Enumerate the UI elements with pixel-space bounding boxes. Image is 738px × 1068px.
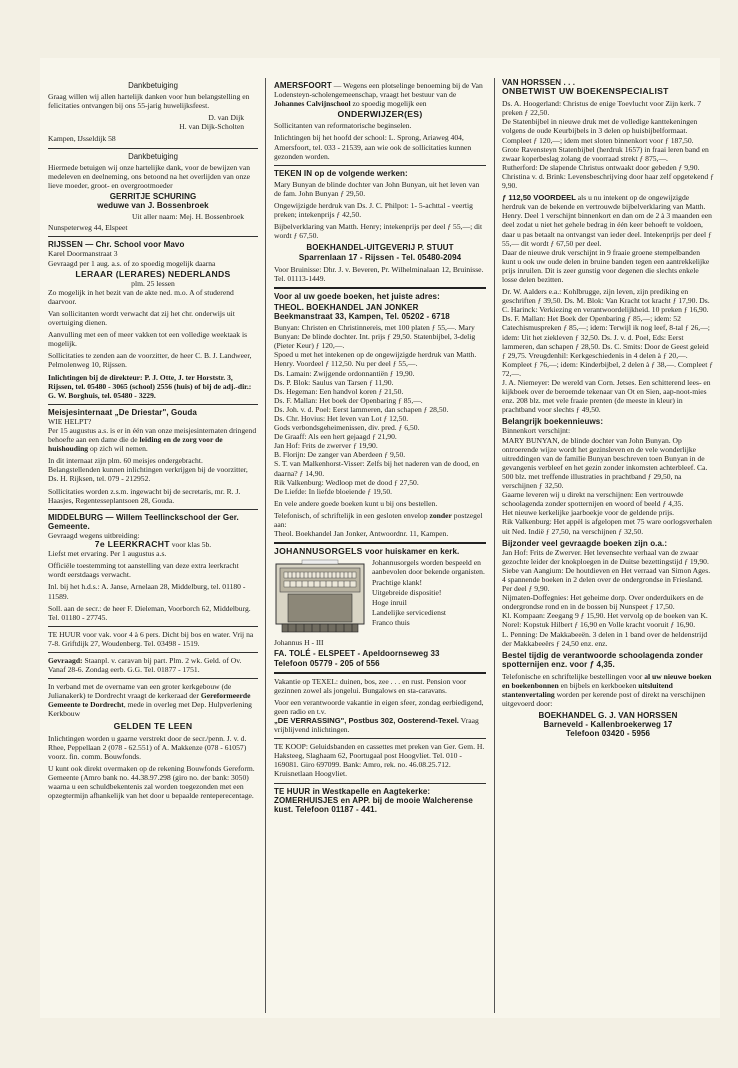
ad-para: Zo mogelijk in het bezit van de akte ned. m.o. A of studerend daarvoor. [48,287,234,306]
section-heading: Bestel tijdig de verantwoorde schoolagenda zonder spotternijen enz. voor ƒ 4,35. [502,650,703,669]
ad-westkapelle-huur [274,784,486,818]
ad-heading: Meisjesinternaat „De Driestar", Gouda [48,407,197,417]
ad-para: Inl. bij het h.d.s.: A. Janse, Arnelaan 28, Middelburg, tel. 01180 - 11589. [48,582,246,601]
ad-amersfoort-calvijn [274,78,486,166]
signature: H. van Dijk-Scholten [179,122,244,132]
ad-para: Sollicitaties te zenden aan de voorzitter, de heer C. B. J. Landweer, Pelmolenweg 10, Rijssen. [48,351,252,370]
ad-para: Jan Hof: Frits de Zwerver. Het levensechte verhaal van de zwaar gezochte leider der knokploegen in de Duitse bezettingstijd ƒ 19,90. [502,547,709,566]
deceased-name: GERRITJE SCHURING [109,191,197,201]
ad-body: Hiermede betuigen wij onze hartelijke dank, voor de bewijzen van medeleven en deelneming, ons betoond na het overlijden van onze lieve moeder, groot- en overgrootmoeder [48,162,251,190]
vacancy-title: LERAAR (LERARES) NEDERLANDS [75,268,231,279]
ad-para: ƒ 112,50 VOORDEEL als u nu intekent op de ongewijzigde herdruk van de bekende en vertrouwde bijbelverklaring van Matth. Henry. Deel 1 verschijnt binnenkort en dan om de 2 à 3 maanden een deel zodat u niet het gehele bedrag in één keer behoeft te voldoen, daar u pas betaalt na ontvangst van ieder deel. Intekenprijs per deel ƒ 55,— dit wordt ƒ 67,50 per deel. [502,193,712,248]
ad-line: Gevraagd per 1 aug. a.s. of zo spoedig mogelijk daarna [48,258,216,268]
store-address: Barneveld - Kallenbroekerweg 17 [543,720,673,730]
ad-para: Telefonisch, of schriftelijk in een gesloten envelop zonder postzegel aan: [274,510,483,530]
organ-features [372,558,486,638]
ad-para: Daar de nieuwe druk verschijnt in 9 fraaie groene stempelbanden kunt u ook uw oude delen in bruine banden tegen een aantrekkelijke prijs inruilen. Dit is zeer gunstig voor degenen die slechts enkele losse delen bezitten. [502,247,710,284]
book-list-item: Bunyan: Christen en Christinnereis, met 100 platen ƒ 55,—. Mary Bunyan: De blinde dochter. Int. prijs ƒ 29,50. Statenbijbel, 3-delig (Pieter Keur) ƒ 120,—. [274,323,476,351]
ad-line: Gevraagd wegens uitbreiding: [48,530,140,540]
feature-line: Johannusorgels worden bespeeld en aanbevolen door bekende organisten. [372,558,485,577]
ad-para: Kl. Kompaan: Zeegang 9 ƒ 15,90. Het vervolg op de boeken van K. Norel: Kopstuk Hilbert ƒ 16,90 en Volle kracht vooruit ƒ 16,90. [502,611,708,630]
ad-stuut-boekhandel [274,166,486,289]
store-name: BOEKHANDEL-UITGEVERIJ P. STUUT [306,243,454,253]
ad-para: Rutherford: De slapende Christus ontwaakt door gebeden ƒ 9,90. [502,162,700,172]
ad-heading: VAN HORSSEN . . . [502,78,576,87]
ad-para: Sollicitanten van reformatorische beginselen. [274,121,412,131]
feature-line: Uitgebreide dispositie! [372,587,442,597]
ad-para: Per 15 augustus a.s. is er in één van onze meisjesinternaten dringend behoefte aan een dame die de leiding en de zorg voor de huishouding op zich wil nemen. [48,426,257,454]
store-name: THEOL. BOEKHANDEL JAN JONKER [274,302,419,312]
ad-heading: RIJSSEN — Chr. School voor Mavo [48,240,185,250]
ad-texel-vakantie [274,674,486,740]
ad-para: Grote Ravensteyn Statenbijbel (herdruk 1657) in fraai leren band en zwaar koperbeslag zolang de voorraad strekt ƒ 875,—. [502,144,709,163]
book-list-item: Gods verbondsgeheimenissen, div. pred. ƒ 6,50. [274,423,420,433]
ad-para: J. A. Niemeyer: De wereld van Corn. Jetses. Een schitterend lees- en kijkboek over de beroemde tekenaar van Ot en Sien, aap-noot-mies enz. 208 blz. met vele fraaie prenten (de meeste in kleur) in prachtband voor slechts ƒ 49,50. [502,378,711,415]
book-list-item: De Liefde: In liefde bloeiende ƒ 19,50. [274,486,393,496]
newspaper-page [40,58,720,1018]
ad-para: Officiële toestemming tot aanstelling van deze extra leerkracht wordt eerstdaags verwacht. [48,561,239,580]
organ-model: Johannus H - III [274,638,324,648]
ad-te-koop-cassettes [274,739,486,783]
ad-para: Van sollicitanten wordt verwacht dat zij het chr. onderwijs uit overtuiging dienen. [48,308,235,328]
ad-dankbetuiging-schuring [48,149,258,238]
ad-para: Bijbelverklaring van Matth. Henry; intekenprijs per deel ƒ 55,—; dit wordt ƒ 67,50. [274,222,483,241]
ad-gevraagd-caravan [48,653,258,679]
book-list-item: Ds. Lamain: Zwijgende ordonnantiën ƒ 19,90. [274,368,415,378]
ad-para: Aanvulling met een of meer vakken tot een volledige weektaak is mogelijk. [48,330,248,349]
book-list-item: Ds. Chr. Hovius: Het leven van Lot ƒ 12,50. [274,414,409,423]
ad-dordrecht-kerkbouw [48,679,258,804]
ad-text: Gevraagd: Staanpl. v. caravan bij part. Plm. 2 wk. Geld. of Ov. Vanaf 28-6. Zondag eerb. G.G. Tel. 01877 - 1751. [48,655,242,675]
ad-para: Inlichtingen bij het hoofd der school: L. Sprong, Ariaweg 404, Amersfoort, tel. 033 - 21539, aan wie ook de sollicitaties kunnen gezonden worden. [274,133,472,161]
ad-para: Gaarne leveren wij u direkt na verschijnen: Een vertrouwde schoolagenda zonder spotternijen en woord of beeld ƒ 4,35. [502,490,684,509]
address: Nunspeterweg 44, Elspeet [48,223,128,233]
ad-para: Rik Valkenburg: Het appèl is afgelopen met 75 ware oorlogsverhalen uit Ned. Indië ƒ 27,50, na verschijnen ƒ 32,50. [502,517,712,536]
feature-line: Prachtige klank! [372,577,422,587]
feature-line: Landelijke servicedienst [372,607,447,617]
ad-te-huur-woudenberg [48,627,258,653]
column-3 [502,78,714,1013]
ad-para: De Statenbijbel in nieuwe druk met de volledige kanttekeningen volgens de oude Keurbijbels in 3 delen op huisbijbelformaat. Compleet ƒ 120,—; idem met sloten binnenkort voor ƒ 187,50. [502,117,698,145]
store-address: Sparrenlaan 17 - Rijssen - Tel. 05480-2094 [298,252,462,262]
section-heading: Belangrijk boekennieuws: [502,417,604,427]
ad-para: En vele andere goede boeken kunt u bij ons bestellen. [274,498,438,508]
ad-para: Voor Bruinisse: Dhr. J. v. Beveren, Pr. Wilhelminalaan 12, Bruinisse. Tel. 01113-1449. [274,264,484,283]
book-list-item: Ds. F. Mallan: Het boek der Openbaring ƒ 85,—. [274,395,423,405]
ad-johannus-orgels [274,544,486,673]
ad-body: Graag willen wij allen hartelijk danken voor hun belangstelling en felicitaties ontvangen bij ons 55-jarig huwelijksfeest. [48,92,250,111]
ad-para: Inlichtingen bij de direkteur: P. J. Otte, J. ter Horststr. 3, Rijssen, tel. 05480 - 3065 (school) 2556 (huis) of bij de adj.-dir.: G. W. Borghuis, tel. 05480 - 3229. [48,372,252,400]
ad-para: Binnenkort verschijnt: [502,426,571,436]
ad-para: Inlichtingen worden u gaarne verstrekt door de secr./penn. J. v. d. Rhee, Peppellaan 2 (078 - 62.551) of A. Makkenze (078 - 61057) voorz. fin. comm. Bouwfonds. [48,733,247,761]
book-list-item: De Graaff: Als een hert gejaagd ƒ 21,90. [274,432,397,442]
ad-text: TE HUUR in Westkapelle en Aagtekerke: ZOMERHUISJES en APP. bij de mooie Walcherense kust. Telefoon 01187 - 441. [274,786,473,814]
ad-para: Siebe van Aangium: De houtdieven en Het verraad van Simon Ages. 4 spannende boeken in 2 delen over de ondergrondse in Friesland. Per deel ƒ 9,90. [502,565,711,594]
ad-jan-jonker-boekhandel [274,289,486,544]
ad-para: MARY BUNYAN, de blinde dochter van John Bunyan. Op ontroerende wijze wordt het gezinsleven en de vele wonderlijke uitreddingen van de familie Bunyan beschreven toen Bunyan in de gevangenis verbleef en het gezin zonder inkomsten achterbleef. Ca. 500 blz. met treffende illustraties in prachtband ƒ 29,50, na verschijnen ƒ 32,50. [502,435,708,491]
book-list-item: Spoed u met het intekenen op de ongewijzigde herdruk van Matth. Henry. Voordeel ƒ 112,50. Nu per deel ƒ 55,—. [274,350,477,369]
ad-para: Christina v. d. Brink: Levensbeschrijving door haar zelf opgetekend ƒ 9,90. [502,171,714,191]
section-heading: Bijzonder veel gevraagde boeken zijn o.a.: [502,538,668,548]
ad-para: Sollicitaties worden z.s.m. ingewacht bij de secretaris, mr. R. J. Haasjes, Regentesseplantsoen 28, Gouda. [48,486,241,505]
feature-line: Hoge inruil [372,597,407,607]
column-divider [494,78,495,1013]
book-list-item: Ds. Joh. v. d. Poel: Eerst lammeren, dan schapen ƒ 28,50. [274,404,449,414]
store-name: FA. TOLÉ - ELSPEET - Apeldoornseweg 33 [274,649,440,659]
ad-heading: MIDDELBURG — Willem Teellinckschool der Ger. Gemeente. [48,512,239,531]
deceased-subtitle: weduwe van J. Bossenbroek [97,201,209,211]
book-list [274,323,486,496]
vacancy-title: 7e LEERKRACHT voor klas 5b. [94,539,212,550]
ad-heading: JOHANNUSORGELS voor huiskamer en kerk. [274,546,460,557]
address: Kampen, IJsseldijk 58 [48,134,116,144]
ad-sub: WIE HELPT? [48,416,92,426]
ad-rijssen-mavo [48,237,258,405]
ad-title: Dankbetuiging [128,81,178,90]
ad-para: Liefst met ervaring. Per 1 augustus a.s. [48,549,167,559]
ad-para: Dr. W. Aalders e.a.: Kohlbrugge, zijn leven, zijn prediking en geschriften ƒ 39,50. Ds. M. Blok: Van Kracht tot kracht ƒ 17,90. Ds. C. Harinck: Verkiezing en verantwoordelijkheid. 10 preken ƒ 16,90. Ds. F. Mallan: Het Boek der Openbaring ƒ 85,—; idem: 52 Catechismuspreken ƒ 85,—; idem: Terwijl ik nog leef, 8-tal ƒ 26,—; idem: Uit het ziekleven ƒ 32,50. Ds. J. v. d. Poel, Eds: Eerst lammeren, dan schapen ƒ 28,50. Ds. C. Smits: Door de Geest geleid ƒ 29,75. Vreugdenhil: Kerkgeschiedenis in 4 delen à ƒ 20,—. Kompleet ƒ 76,—; idem: Kinderbijbel, 2 delen à ƒ 38,—. Compleet ƒ 72,—. [502,287,714,378]
ad-para: TE KOOP: Geluidsbanden en cassettes met preken van Ger. Gem. H. Haksteeg, Slaghaam 62, Poortugaal post Hoogvliet. Tel. 010 - 169081. Giro 697099. Bank: Amro, rek. no. 46.08.25.712. Kruisnetlaan Hoogvliet. [274,742,485,779]
ad-para: Telefonische en schriftelijke bestellingen voor al uw nieuwe boeken en boekenbonnen en bijbels en kerkboeken uitsluitend stantenvertaling worden per kerende post of direkt na verschijnen uitgevoerd door: [502,671,712,709]
ad-para: Ongewijzigde herdruk van Ds. J. C. Philpot: 1- 5-achttal - veertig preken; intekenprijs ƒ 42,50. [274,201,473,220]
vacancy-title: GELDEN TE LEEN [113,720,193,731]
ad-title: Dankbetuiging [128,151,178,161]
book-list-item: Jan Hof: Frits de zwerver ƒ 19,90. [274,441,378,451]
ad-para: Voor een verantwoorde vakantie in eigen sfeer, zondag eerbiedigend, geen radio en t.v. [274,697,484,716]
vacancy-sub: plm. 25 lessen [131,278,175,288]
ad-heading: Voor al uw goede boeken, het juiste adres: [274,291,440,301]
ad-para: In dit internaat zijn plm. 60 meisjes ondergebracht. [48,456,203,466]
ad-para: Nijmaten-Doffegnies: Het geheime dorp. Over onderduikers en de ondergrondse rond en in de bossen bij Nunspeet ƒ 17,50. [502,593,704,612]
store-phone: Telefoon 05779 - 205 of 556 [274,658,380,668]
store-phone: Telefoon 03420 - 5956 [565,729,651,739]
ad-para: In verband met de overname van een groter kerkgebouw (de Julianakerk) te Dordrecht vraagt de kerkeraad der Gereformeerde Gemeente te Dordrecht, mede in overleg met Dep. Hulpverlening Kerkbouw [48,682,252,719]
ad-text: TE HUUR voor vak. voor 4 à 6 pers. Dicht bij bos en water. Vrij na 7-8. Griftdijk 27, Woudenberg. Tel. 03498 - 1519. [48,629,254,648]
ad-para: U kunt ook direkt overmaken op de rekening Bouwfonds Gereform. Gemeente (Amro bank no. 44.38.97.298 (giro no. der bank: 3050) waarna u een schuldbekentenis zal worden toegezonden met een opzegtermijn afhankelijk van het door u bepaalde renteperecentage. [48,763,255,801]
column-1 [48,78,258,1013]
ad-line: Karel Doormanstraat 3 [48,249,118,259]
ad-para: Vakantie op TEXEL: duinen, bos, zee . . . en rust. Pension voor gezinnen zowel als jongelui. Bungalows en sta-caravans. [274,676,467,695]
book-list-item: Ds. P. Blok: Saulus van Tarsen ƒ 11,90. [274,377,394,387]
ad-heading: ONBETWIST UW BOEKENSPECIALIST [502,86,669,97]
vacancy-title: ONDERWIJZER(ES) [337,109,423,120]
signature: Uit aller naam: Mej. H. Bossenbroek [132,212,244,222]
column-2 [274,78,486,1013]
feature-line: Franco thuis [372,617,410,627]
ad-para: AMERSFOORT — Wegens een plotselinge benoeming bij de Van Lodensteyn-scholengemeenschap, vraagt het bestuur van de Johannes Calvijnschool zo spoedig mogelijk een [274,81,483,109]
ad-para: Soll. aan de secr.: de heer F. Dieleman, Voorborch 62, Middelburg. Tel. 01180 - 27745. [48,603,251,622]
column-divider [265,78,266,1013]
ad-para: Belangstellenden kunnen inlichtingen verkrijgen bij de voorzitter, Ds. H. Rijksen, tel. 079 - 212952. [48,465,248,484]
book-list-item: Ds. Hegeman: Een handvol koren ƒ 21,50. [274,386,404,396]
book-list-item: Rik Valkenburg: Wedloop met de dood ƒ 27,50. [274,477,419,487]
ad-middelburg-teellinck [48,510,258,627]
ad-dankbetuiging-van-dijk [48,78,258,149]
book-list-item: B. Florijn: De zanger van Aberdeen ƒ 9,50. [274,450,406,460]
book-list-item: S. T. van Malkenhorst-Visser: Zelfs bij het naderen van de dood, en daarna? ƒ 14,90. [274,459,480,478]
store-address: Beekmanstraat 33, Kampen, Tel. 05202 - 6718 [274,311,450,321]
ad-para: Mary Bunyan de blinde dochter van John Bunyan, uit het leven van de fam. John Bunyan ƒ 29,50. [274,179,480,198]
store-name: BOEKHANDEL G. J. VAN HORSSEN [538,711,678,721]
ad-driestar-gouda [48,405,258,510]
ad-para: „DE VERRASSING", Postbus 302, Oosterend-Texel. Vraag vrijblijvend inlichtingen. [274,715,479,735]
organ-illustration [274,558,366,638]
ad-para: Het nieuwe kerkelijke jaarboekje voor de geldende prijs. [502,508,675,518]
signature: D. van Dijk [208,113,244,123]
ad-para: L. Penning: De Makkabeeën. 3 delen in 1 band over de heldenstrijd der Makkabeeërs ƒ 24,50 enz. enz. [502,629,708,648]
ad-para: Ds. A. Hoogerland: Christus de enige Toevlucht voor Zijn kerk. 7 preken ƒ 22,50. [502,99,702,118]
ad-heading: TEKEN IN op de volgende werken: [274,168,408,178]
ad-van-horssen [502,78,714,743]
ad-para: Theol. Boekhandel Jan Jonker, Antwoordnr. 11, Kampen. [274,529,449,539]
organ-block [274,558,486,638]
